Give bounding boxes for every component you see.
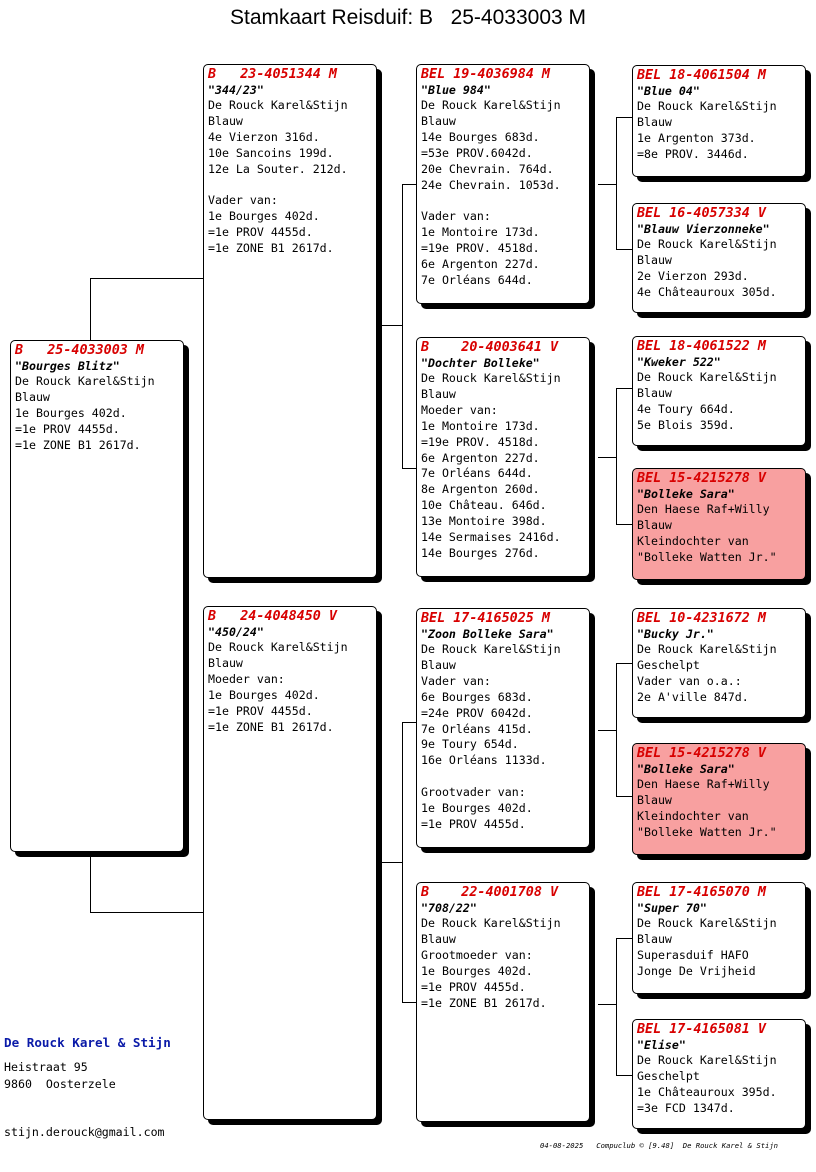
info-line: 1e Bourges 402d. [421, 963, 533, 978]
info-line: 6e Argenton 227d. [421, 257, 540, 272]
ring-number: B 23-4051344 M [208, 67, 337, 82]
connector-line [598, 184, 616, 185]
info-line: "Bolleke Watten Jr." [637, 824, 777, 839]
pigeon-name: "Blue 04" [637, 84, 700, 98]
pigeon-card-mmm[interactable] [632, 1019, 806, 1129]
owner-name: De Rouck Karel & Stijn [4, 1035, 171, 1050]
pigeon-card-mm[interactable] [416, 882, 590, 1122]
info-line: Kleindochter van [637, 808, 749, 823]
info-line: 1e Argenton 373d. [637, 130, 756, 145]
info-line: De Rouck Karel&Stijn [208, 640, 348, 654]
info-line: Den Haese Raf+Willy [637, 777, 770, 791]
ring-number: B 22-4001708 V [421, 885, 559, 900]
connector-line [402, 184, 403, 468]
info-line: Blauw [421, 931, 456, 946]
info-line: 1e Bourges 402d. [208, 687, 320, 702]
pigeon-card-fff[interactable] [632, 65, 806, 177]
ring-number: BEL 17-4165070 M [637, 885, 766, 900]
info-line: Blauw [421, 386, 456, 401]
info-line: Vader van: [421, 673, 491, 688]
ring-number: BEL 18-4061522 M [637, 339, 766, 354]
info-line: 14e Bourges 683d. [421, 129, 540, 144]
info-line: Moeder van: [421, 402, 498, 417]
info-line: 10e Château. 646d. [421, 498, 547, 513]
pigeon-card-mother[interactable] [203, 606, 377, 1120]
info-line [208, 178, 373, 194]
info-line: Moeder van: [208, 671, 285, 686]
info-line: Kleindochter van [637, 533, 749, 548]
info-line: 24e Chevrain. 1053d. [421, 177, 561, 192]
info-line: De Rouck Karel&Stijn [421, 642, 561, 656]
info-line: =1e PROV 4455d. [15, 421, 120, 436]
info-line: 5e Blois 359d. [637, 417, 735, 432]
info-line: 7e Orléans 644d. [421, 272, 533, 287]
info-line: Geschelpt [637, 657, 700, 672]
info-line: =1e PROV 4455d. [208, 225, 313, 240]
info-line: Blauw [421, 113, 456, 128]
connector-line [90, 852, 91, 912]
ring-number: BEL 15-4215278 V [637, 746, 766, 761]
info-line: De Rouck Karel&Stijn [637, 370, 777, 384]
pigeon-card-mfm[interactable] [632, 743, 806, 855]
pigeon-name: "Bolleke Sara" [637, 487, 735, 501]
ring-number: B 20-4003641 V [421, 340, 559, 355]
pigeon-card-mf[interactable] [416, 608, 590, 848]
info-line: Blauw [421, 657, 456, 672]
info-line: =53e PROV.6042d. [421, 145, 533, 160]
pigeon-name: "344/23" [208, 83, 264, 97]
info-line: 6e Bourges 683d. [421, 689, 533, 704]
info-line: 1e Bourges 402d. [208, 209, 320, 224]
info-line: De Rouck Karel&Stijn [637, 1053, 777, 1067]
pigeon-card-mmf[interactable] [632, 882, 806, 994]
info-line: De Rouck Karel&Stijn [421, 98, 561, 112]
info-line: "Bolleke Watten Jr." [637, 549, 777, 564]
info-line: =19e PROV. 4518d. [421, 434, 540, 449]
info-line: 6e Argenton 227d. [421, 450, 540, 465]
info-line: De Rouck Karel&Stijn [421, 371, 561, 385]
pigeon-card-father[interactable] [203, 64, 377, 578]
pigeon-name: "Bucky Jr." [637, 627, 714, 641]
info-line: =1e ZONE B1 2617d. [208, 241, 334, 256]
info-line: De Rouck Karel&Stijn [637, 237, 777, 251]
connector-line [402, 722, 403, 1002]
connector-line [616, 388, 617, 524]
connector-line [598, 730, 616, 731]
info-line: 12e La Souter. 212d. [208, 161, 348, 176]
info-line: =3e FCD 1347d. [637, 1100, 735, 1115]
ring-number: B 24-4048450 V [208, 609, 337, 624]
info-line: =1e ZONE B1 2617d. [208, 719, 334, 734]
connector-line [376, 325, 402, 326]
info-line: 7e Orléans 415d. [421, 721, 533, 736]
info-line: =1e PROV 4455d. [421, 979, 526, 994]
info-line: Blauw [15, 389, 50, 404]
info-line: De Rouck Karel&Stijn [637, 99, 777, 113]
info-line: 1e Montoire 173d. [421, 225, 540, 240]
pigeon-card-mff[interactable] [632, 608, 806, 718]
info-line: =8e PROV. 3446d. [637, 146, 749, 161]
pigeon-name: "Dochter Bolleke" [421, 356, 540, 370]
info-line: =24e PROV 6042d. [421, 705, 533, 720]
pigeon-name: "Blue 984" [421, 83, 491, 97]
info-line: Grootmoeder van: [421, 947, 533, 962]
info-line: 1e Châteauroux 395d. [637, 1084, 777, 1099]
owner-city: 9860 Oosterzele [4, 1077, 116, 1091]
info-line: Vader van: [421, 209, 491, 224]
info-line: 1e Bourges 402d. [15, 405, 127, 420]
info-line: Vader van o.a.: [637, 673, 742, 688]
connector-line [90, 912, 205, 913]
info-line: De Rouck Karel&Stijn [15, 374, 155, 388]
connector-line [90, 278, 91, 342]
info-line: Blauw [208, 113, 243, 128]
info-line: De Rouck Karel&Stijn [637, 916, 777, 930]
pigeon-name: "Bolleke Sara" [637, 762, 735, 776]
info-line: =1e ZONE B1 2617d. [421, 995, 547, 1010]
ring-number: BEL 15-4215278 V [637, 471, 766, 486]
info-line: De Rouck Karel&Stijn [421, 916, 561, 930]
info-line: Blauw [637, 792, 672, 807]
info-line: 1e Montoire 173d. [421, 418, 540, 433]
pigeon-name: "Blauw Vierzonneke" [637, 222, 770, 236]
pigeon-name: "Super 70" [637, 901, 707, 915]
info-line: 9e Toury 654d. [421, 737, 519, 752]
info-line: Grootvader van: [421, 785, 526, 800]
info-line: 20e Chevrain. 764d. [421, 161, 554, 176]
info-line: Den Haese Raf+Willy [637, 502, 770, 516]
info-line: Superasduif HAFO [637, 947, 749, 962]
info-line: Blauw [637, 252, 672, 267]
connector-line [598, 1004, 616, 1005]
pigeon-card-fmm[interactable] [632, 468, 806, 580]
info-line: Blauw [637, 385, 672, 400]
pigeon-name: "Zoon Bolleke Sara" [421, 627, 554, 641]
owner-email[interactable]: stijn.derouck@gmail.com [4, 1125, 165, 1139]
connector-line [376, 862, 402, 863]
ring-number: BEL 10-4231672 M [637, 611, 766, 626]
info-line: 13e Montoire 398d. [421, 514, 547, 529]
connector-line [598, 457, 616, 458]
info-line: Blauw [208, 655, 243, 670]
info-line: 4e Toury 664d. [637, 401, 735, 416]
ring-number: BEL 17-4165081 V [637, 1022, 766, 1037]
info-line: =1e PROV 4455d. [421, 816, 526, 831]
pigeon-card-ffm[interactable] [632, 203, 806, 313]
pigeon-name: "Bourges Blitz" [15, 359, 120, 373]
info-line: =1e ZONE B1 2617d. [15, 437, 141, 452]
info-line: 4e Châteauroux 305d. [637, 284, 777, 299]
info-line: 2e A'ville 847d. [637, 689, 749, 704]
info-line: Vader van: [208, 193, 278, 208]
footer-text: 04-08-2025 Compuclub © [9.48] De Rouck Karel & Stijn [540, 1141, 778, 1150]
info-line: 8e Argenton 260d. [421, 482, 540, 497]
info-line: 16e Orléans 1133d. [421, 753, 547, 768]
info-line: 1e Bourges 402d. [421, 801, 533, 816]
info-line: Blauw [637, 931, 672, 946]
pigeon-card-subject[interactable] [10, 340, 184, 852]
info-line: 2e Vierzon 293d. [637, 268, 749, 283]
info-line: 14e Bourges 276d. [421, 545, 540, 560]
ring-number: B 25-4033003 M [15, 343, 144, 358]
info-line: De Rouck Karel&Stijn [637, 642, 777, 656]
info-line: =19e PROV. 4518d. [421, 241, 540, 256]
pigeon-card-fmf[interactable] [632, 336, 806, 446]
connector-line [616, 663, 617, 796]
info-line: 10e Sancoins 199d. [208, 145, 334, 160]
pigeon-name: "450/24" [208, 625, 264, 639]
info-line: 7e Orléans 644d. [421, 466, 533, 481]
ring-number: BEL 18-4061504 M [637, 68, 766, 83]
pigeon-card-ff[interactable] [416, 64, 590, 304]
page-title: Stamkaart Reisduif: B 25-4033003 M [229, 6, 586, 29]
ring-number: BEL 16-4057334 V [637, 206, 766, 221]
info-line: Blauw [637, 517, 672, 532]
info-line: Blauw [637, 114, 672, 129]
pigeon-name: "708/22" [421, 901, 477, 915]
info-line: Jonge De Vrijheid [637, 963, 756, 978]
connector-line [616, 938, 617, 1075]
info-line [421, 193, 586, 209]
ring-number: BEL 17-4165025 M [421, 611, 550, 626]
info-line: 4e Vierzon 316d. [208, 129, 320, 144]
pigeon-card-fm[interactable] [416, 337, 590, 577]
owner-street: Heistraat 95 [4, 1060, 88, 1074]
ring-number: BEL 19-4036984 M [421, 67, 550, 82]
pigeon-name: "Kweker 522" [637, 355, 721, 369]
info-line: Geschelpt [637, 1068, 700, 1083]
connector-line [616, 117, 617, 249]
info-line: De Rouck Karel&Stijn [208, 98, 348, 112]
info-line: =1e PROV 4455d. [208, 703, 313, 718]
pigeon-name: "Elise" [637, 1038, 686, 1052]
info-line: 14e Sermaises 2416d. [421, 530, 561, 545]
info-line [421, 769, 586, 785]
connector-line [90, 278, 205, 279]
